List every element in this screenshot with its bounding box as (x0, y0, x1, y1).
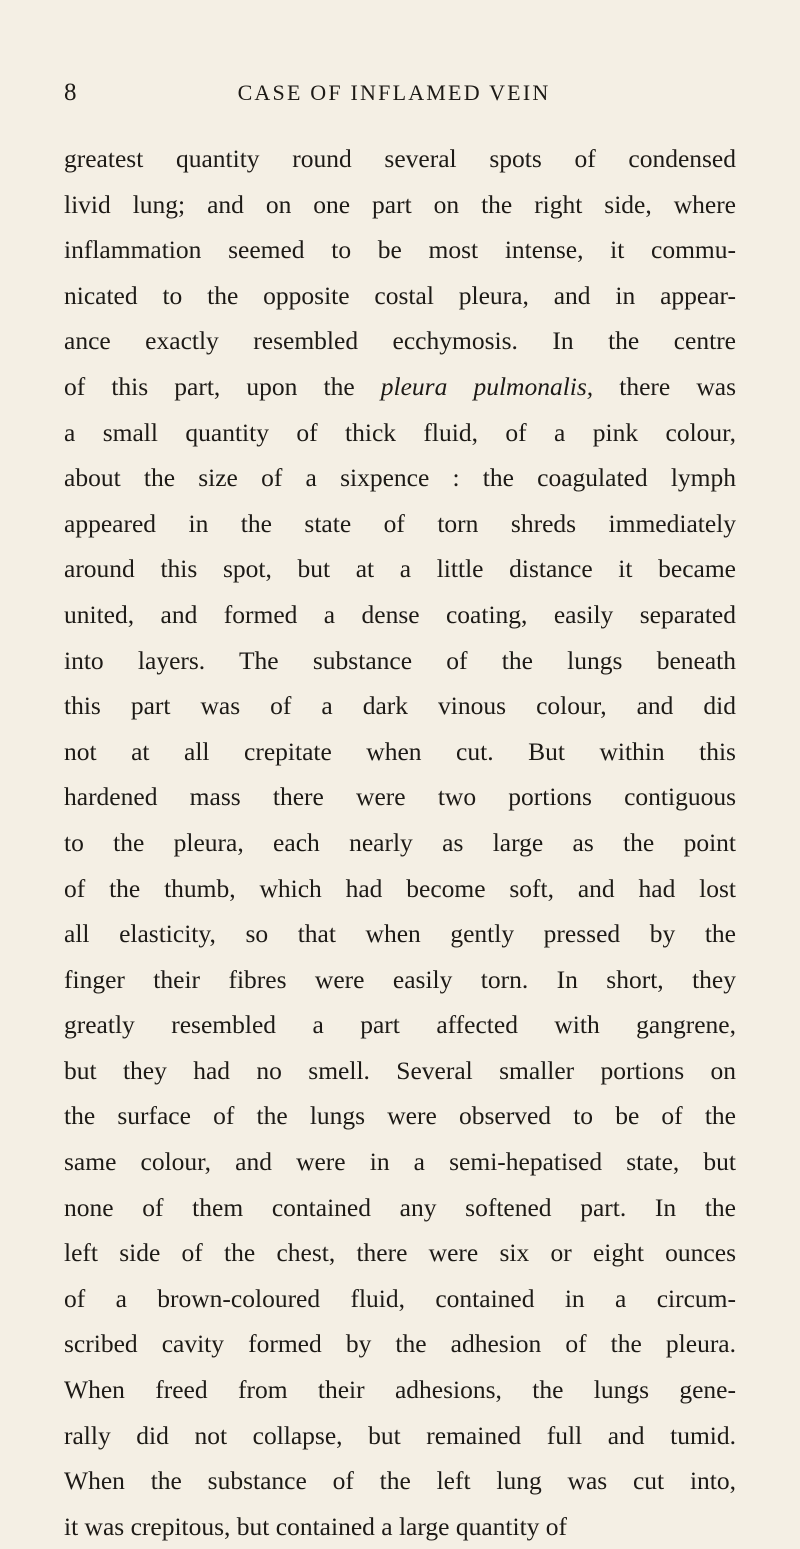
page-header (64, 78, 724, 114)
text-line: all elasticity, so that when gently pressed by the (64, 919, 736, 949)
text-line: inflammation seemed to be most intense, it commu- (64, 235, 736, 265)
running-head: CASE OF INFLAMED VEIN (237, 80, 551, 105)
italic-term: pleura pulmonalis, (380, 371, 594, 401)
text-line: but they had no smell. Several smaller portions on (64, 1055, 736, 1085)
text-segment: there was (593, 371, 736, 401)
text-line: this part was of a dark vinous colour, and did (64, 691, 736, 721)
text-line: greatest quantity round several spots of condensed (64, 144, 736, 173)
text-line: When the substance of the left lung was cut into, (64, 1466, 736, 1496)
text-line: of a brown-coloured fluid, contained in a circum- (64, 1283, 736, 1313)
text-line: united, and formed a dense coating, easily separated (64, 599, 736, 629)
text-line: it was crepitous, but contained a large quantity of (64, 1511, 568, 1541)
text-line: not at all crepitate when cut. But within this (64, 736, 736, 766)
text-line: into layers. The substance of the lungs beneath (64, 645, 736, 675)
text-line: left side of the chest, there were six or eight ounces (64, 1238, 736, 1268)
text-line: hardened mass there were two portions contiguous (64, 782, 736, 812)
body-text (64, 136, 736, 1549)
text-line: rally did not collapse, but remained full and tumid. (64, 1420, 736, 1450)
text-line: scribed cavity formed by the adhesion of the pleura. (64, 1329, 736, 1359)
text-line: appeared in the state of torn shreds immediately (64, 508, 736, 538)
page-number: 8 (64, 79, 77, 106)
text-line: ance exactly resembled ecchymosis. In the centre (64, 326, 736, 356)
text-line: about the size of a sixpence : the coagulated lymph (64, 463, 736, 493)
text-line (64, 364, 736, 410)
text-line: to the pleura, each nearly as large as the point (64, 827, 736, 857)
text-line: of the thumb, which had become soft, and had lost (64, 873, 736, 903)
text-line: greatly resembled a part affected with gangrene, (64, 1010, 736, 1040)
text-line: same colour, and were in a semi-hepatised state, but (64, 1147, 736, 1177)
text-line: livid lung; and on one part on the right side, where (64, 189, 736, 219)
text-line: around this spot, but at a little distance it became (64, 554, 736, 584)
text-segment: of this part, upon the (64, 371, 381, 401)
text-line: finger their fibres were easily torn. In short, they (64, 964, 736, 994)
text-line: a small quantity of thick fluid, of a pink colour, (64, 417, 736, 447)
text-line: the surface of the lungs were observed to be of the (64, 1101, 736, 1131)
text-line: nicated to the opposite costal pleura, and in appear- (64, 280, 736, 310)
text-line: none of them contained any softened part. In the (64, 1192, 736, 1222)
text-line: When freed from their adhesions, the lungs gene- (64, 1375, 736, 1405)
